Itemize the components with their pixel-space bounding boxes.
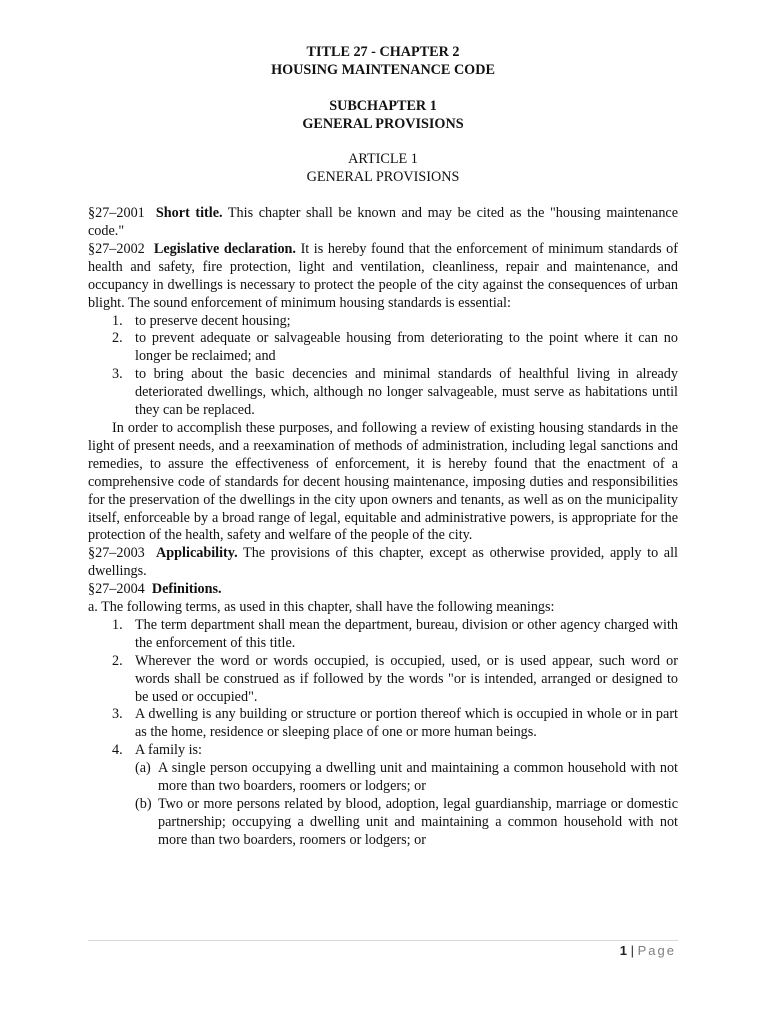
article-heading	[88, 151, 678, 187]
section-2001	[88, 205, 678, 241]
section-2003	[88, 545, 678, 581]
subchapter-heading	[88, 98, 678, 134]
definitions-list	[88, 617, 678, 760]
section-2002-paragraph: In order to accomplish these purposes, and following a review of existing housing standards in the light of present needs, and a reexamination of methods of administration, including legal sanctions and remedies, to assure the effectiveness of enforcement, it is hereby found that the enactment of a comprehensive code of standards for decent housing maintenance, imposing duties and responsibilities for the preservation of the dwellings in the city upon owners and tenants, as well as on the municipality itself, enforceable by a broad range of legal, equitable and administrative powers, is appropriate for the protection of the health, safety and welfare of the people of the city.	[88, 419, 678, 544]
section-text: The provisions of this chapter, except as otherwise provided, apply to all dwellings.	[88, 545, 678, 580]
page-number-value: 1	[619, 943, 627, 958]
section-heading: Short title.	[155, 205, 223, 222]
section-heading: Definitions.	[151, 581, 222, 598]
section-heading: Applicability.	[156, 545, 238, 562]
definitions-intro: a. The following terms, as used in this chapter, shall have the following meanings:	[88, 599, 555, 616]
purposes-list	[88, 313, 678, 420]
section-number: §27–2001	[88, 205, 145, 222]
article-line-2: GENERAL PROVISIONS	[306, 169, 460, 186]
page-separator: |	[630, 943, 634, 958]
list-item: 4. A family is:	[112, 742, 202, 759]
list-item: 1. The term department shall mean the department, bureau, division or other agency charged with the enforcement of this title.	[112, 616, 678, 651]
list-item: 2. to prevent adequate or salvageable housing from deteriorating to the point where it can no longer be reclaimed; and	[112, 330, 678, 365]
list-item: (b) Two or more persons related by blood, adoption, legal guardianship, marriage or domestic partnership; occupying a dwelling unit and maintaining a common household with not more than two boarders, roomers or lodgers; or	[135, 796, 678, 848]
section-number: §27–2002	[88, 240, 145, 257]
subchapter-line-1: SUBCHAPTER 1	[329, 97, 437, 114]
article-line-1: ARTICLE 1	[348, 151, 418, 168]
document-page	[88, 44, 678, 850]
list-item: 1. to preserve decent housing;	[112, 312, 291, 329]
list-item: 2. Wherever the word or words occupied, is occupied, used, or is used appear, such word or words shall be construed as if followed by the words "or is intended, arranged or designed to be used or occupied".	[112, 652, 678, 705]
list-item: 3. to bring about the basic decencies and minimal standards of healthful living in already deteriorated dwellings, which, although no longer salvageable, must serve as habitations until they can be replaced.	[112, 366, 678, 419]
section-text: It is hereby found that the enforcement of minimum standards of health and safety, fire protection, light and ventilation, cleanliness, repair and maintenance, and occupancy in dwellings is necessary to protect the people of the city against the consequences of urban blight. The sound enforcement of minimum housing standards is essential:	[88, 240, 678, 311]
title-heading	[88, 44, 678, 80]
section-number: §27–2003	[88, 545, 145, 562]
section-text: This chapter shall be known and may be cited as the "housing maintenance code."	[88, 205, 679, 240]
footer-divider	[88, 940, 678, 941]
list-item: (a) A single person occupying a dwelling unit and maintaining a common household with not more than two boarders, roomers or lodgers; or	[135, 760, 678, 795]
family-definition-list	[88, 760, 678, 850]
title-line-1: TITLE 27 - CHAPTER 2	[306, 44, 460, 60]
section-heading: Legislative declaration.	[153, 240, 296, 257]
list-item: 3. A dwelling is any building or structure or portion thereof which is occupied in whole or in part as the home, residence or sleeping place of one or more human beings.	[112, 706, 678, 741]
section-2004	[88, 581, 678, 599]
section-2002	[88, 241, 678, 313]
subchapter-line-2: GENERAL PROVISIONS	[302, 115, 464, 132]
title-line-2: HOUSING MAINTENANCE CODE	[271, 61, 495, 78]
section-number: §27–2004	[88, 581, 145, 598]
page-label: Page	[637, 943, 676, 958]
page-number	[620, 943, 676, 958]
